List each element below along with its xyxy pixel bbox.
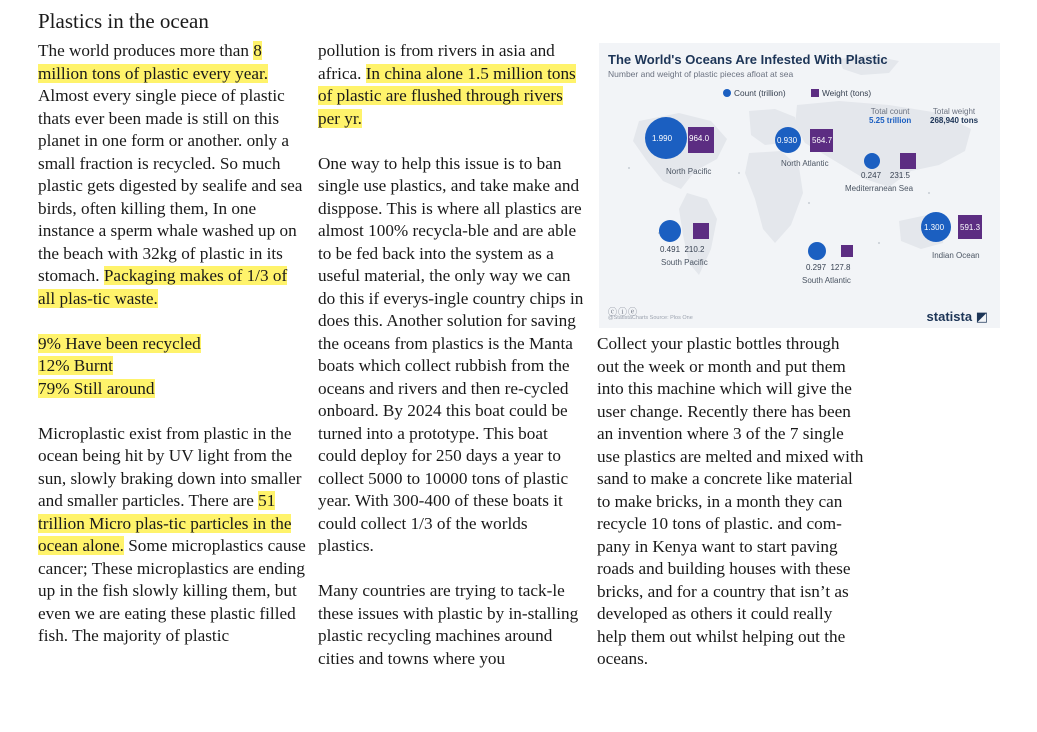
mediterranean-count: 0.247 (861, 171, 882, 180)
infographic-subtitle: Number and weight of plastic pieces afloat at sea (608, 69, 794, 79)
south-atlantic-count: 0.297 (806, 263, 827, 272)
indian-ocean-label: Indian Ocean (932, 251, 980, 260)
north-atlantic-weight: 564.7 (812, 136, 833, 145)
total-weight-value: 268,940 tons (930, 116, 979, 125)
mediterranean-weight: 231.5 (889, 171, 910, 180)
column-1 (38, 40, 308, 648)
paragraph-recycling-machines: Many countries are trying to tack-le these issues with plastic by in-stalling plastic recycling machines around cities and towns where you (318, 581, 579, 668)
total-weight (930, 107, 978, 125)
indian-ocean-weight: 591.3 (960, 223, 981, 232)
south-pacific-values (660, 245, 705, 254)
infographic-source: @StatistaCharts Source: Plos One (608, 315, 693, 321)
column-2 (318, 40, 586, 670)
weight-square-icon (811, 89, 819, 97)
north-atlantic-count: 0.930 (777, 136, 798, 145)
paragraph-solutions: One way to help this issue is to ban single use plastics, and take make and disppose. This is where all plastics are almost 100% recycla-ble and are able to be fed back into the system as a useful material, the only way we can do this if everys-ingle country chips in does this. Another solution for saving the oceans from plastics is the Manta boats which collect rubbish from the oceans and rivers and then re-cycled onboard. By 2024 this boat could be turned into a prototype. This boat could deploy for 250 days a year to collect 5000 to 10000 tons of plastic year. With 300-400 of these boats it could collect 1/3 of the worlds plastics. (318, 153, 584, 555)
highlight-packaging: Packaging makes of 1/3 of all plas-tic waste. (38, 266, 288, 308)
legend-weight (811, 88, 871, 98)
legend-count-label: Count (trillion) (734, 88, 786, 98)
paragraph-microplastics (38, 423, 308, 648)
total-count (869, 107, 911, 125)
text: Some microplastics cause cancer; These microplastics are ending up in the fish slowly killing them, but even we are eating these plastic filled fish. The majority of plastic (38, 536, 306, 645)
count-dot-icon (723, 89, 731, 97)
south-pacific-count: 0.491 (660, 245, 681, 254)
indian-ocean-count: 1.300 (924, 223, 945, 232)
stat-text: 9% Have been recycled (38, 333, 201, 353)
total-count-label: Total count (870, 107, 910, 116)
total-weight-label: Total weight (932, 107, 976, 116)
paragraph-bottles-bricks: Collect your plastic bottles through out the week or month and put them into this machine which will give the user change. Recently there has been an invention where 3 of the 7 single use plastics are melted and mixed with sand to make a concrete like material to make bricks, in a month they can recycle 10 tons of plastic. and com-pany in Kenya want to start paving roads and building houses with these bricks, and for a country that isn’t as developed as others it could really help them out whilst helping out the oceans. (597, 334, 864, 668)
highlight-production: 8 million tons of plastic every year. (38, 41, 269, 83)
total-count-value: 5.25 trillion (869, 116, 912, 125)
infographic-title: The World's Oceans Are Infested With Plastic (608, 52, 888, 67)
south-pacific-count-circle (659, 220, 681, 242)
north-pacific-label: North Pacific (666, 167, 712, 176)
highlight-microplastics: 51 trillion Micro plas-tic particles in the ocean alone. (38, 491, 292, 555)
text: The world produces more than (38, 41, 254, 60)
stat-text: 12% Burnt (38, 356, 113, 375)
south-atlantic-weight: 127.8 (830, 263, 851, 272)
stat-text: 79% Still around (38, 378, 155, 398)
north-atlantic-label: North Atlantic (781, 159, 829, 168)
statista-logo-text: statista (926, 309, 973, 324)
north-pacific-count: 1.990 (652, 134, 673, 143)
mediterranean-count-circle (864, 153, 880, 169)
text: Microplastic exist from plastic in the ocean being hit by UV light from the sun, slowly braking down into smaller and smaller particles. There are (38, 423, 302, 510)
south-atlantic-weight-square (841, 245, 853, 257)
text: Almost every single piece of plastic thats ever been made is still on this planet in one form or another. only a small fraction is recycled. So much plastic gets digested by sealife and sea birds, often killing them, In one instance a sperm whale washed up on the beach with 32kg of plastic in its stomach. (38, 86, 303, 285)
ocean-plastic-infographic (599, 43, 1000, 328)
south-pacific-weight-square (693, 223, 709, 239)
statista-logo (927, 309, 988, 325)
world-map (599, 43, 1000, 328)
legend-count (723, 88, 786, 98)
stat-recycled (38, 333, 308, 356)
south-atlantic-label: South Atlantic (802, 276, 851, 285)
highlight-china: In china alone 1.5 million tons of plastic are flushed through rivers per yr. (318, 63, 576, 128)
paragraph-production (38, 40, 308, 310)
south-pacific-label: South Pacific (661, 258, 708, 267)
creative-commons-icon: ⓒⓘⓔ (608, 307, 639, 317)
stat-still-around (38, 378, 308, 401)
text: pollution is from rivers in asia and africa. (318, 41, 555, 83)
mediterranean-values (861, 171, 910, 180)
statista-mark-icon: ◩ (975, 309, 988, 324)
mediterranean-weight-square (900, 153, 916, 169)
page-title: Plastics in the ocean (38, 9, 209, 33)
north-pacific-weight: 964.0 (689, 134, 710, 143)
column-3 (597, 333, 865, 671)
mediterranean-label: Mediterranean Sea (845, 184, 914, 193)
south-atlantic-count-circle (808, 242, 826, 260)
paragraph-rivers (318, 40, 586, 130)
south-atlantic-markers (808, 242, 853, 260)
south-atlantic-values (806, 263, 851, 272)
stat-burnt (38, 355, 308, 378)
south-pacific-weight: 210.2 (684, 245, 705, 254)
legend-weight-label: Weight (tons) (822, 88, 872, 98)
